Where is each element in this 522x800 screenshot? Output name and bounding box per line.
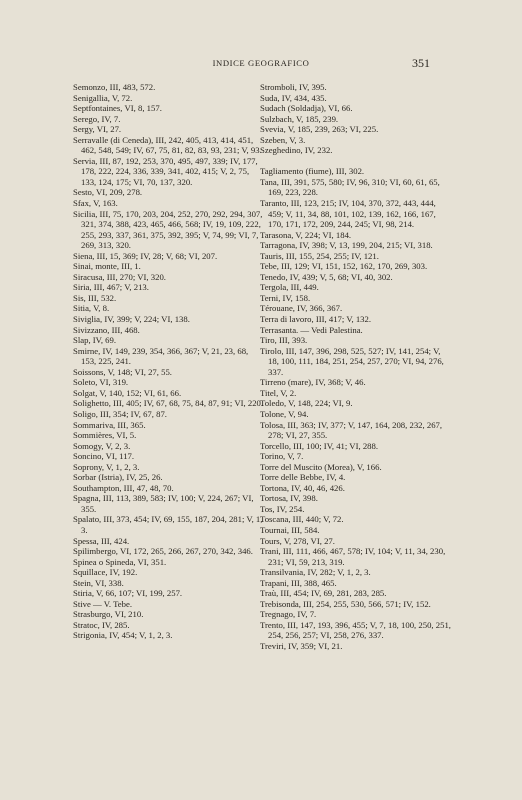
index-entry: Sorbar (Istria), IV, 25, 26. xyxy=(73,472,163,483)
index-entry: Soleto, VI, 319. xyxy=(73,377,129,388)
index-entry: Tarragona, IV, 398; V, 13, 199, 204, 215; VI, 318. xyxy=(260,240,433,251)
index-entry: Transilvania, IV, 282; V, 1, 2, 3. xyxy=(260,567,371,578)
index-entry: Sommariva, III, 365. xyxy=(73,419,146,430)
index-entry: Toledo, V, 148, 224; VI, 9. xyxy=(260,398,353,409)
index-entry: Solgat, V, 140, 152; VI, 61, 66. xyxy=(73,387,182,398)
index-entry: Traù, III, 454; IV, 69, 281, 283, 285. xyxy=(260,588,387,599)
index-entry: Treviri, IV, 359; VI, 21. xyxy=(260,640,343,651)
index-column-right xyxy=(260,82,452,652)
index-entry: Sinai, monte, III, 1. xyxy=(73,261,141,272)
index-entry: Serego, IV, 7. xyxy=(73,113,121,124)
index-entry: Toscana, III, 440; V, 72. xyxy=(260,514,344,525)
index-entry: Somogy, V, 2, 3. xyxy=(73,440,131,451)
index-entry: Trani, III, 111, 466, 467, 578; IV, 104; V, 11, 34, 230, 231; VI, 59, 213, 319. xyxy=(260,546,446,567)
index-entry: Torcello, III, 100; IV, 41; VI, 288. xyxy=(260,440,379,451)
index-entry: Tagliamento (fiume), III, 302. xyxy=(260,166,365,177)
index-entry: Sicilia, III, 75, 170, 203, 204, 252, 270, 292, 294, 307, 321, 374, 388, 423, 465, 466, 568; IV, 19, 109, 222, 255, 293, 337, 361, 375, 392, 395; V, 74, 99; VI, 7, 269, 313, 320. xyxy=(73,208,263,251)
index-entry: Térouane, IV, 366, 367. xyxy=(260,303,343,314)
index-entry: Tergola, III, 449. xyxy=(260,282,319,293)
index-entry: Smirne, IV, 149, 239, 354, 366, 367; V, 21, 23, 68, 153, 225, 241. xyxy=(73,345,249,367)
index-entry: Tortona, IV, 40, 46, 426. xyxy=(260,482,345,493)
index-entry: Tournai, III, 584. xyxy=(260,524,320,535)
index-entry: Tos, IV, 254. xyxy=(260,503,305,514)
index-entry: Soncino, VI, 117. xyxy=(73,451,135,462)
index-entry: Sivizzano, III, 468. xyxy=(73,324,140,335)
index-entry: Soligo, III, 354; IV, 67, 87. xyxy=(73,408,167,419)
index-entry: Sitia, V, 8. xyxy=(73,303,110,314)
index-entry: Tiro, III, 393. xyxy=(260,335,308,346)
index-entry: Stromboli, IV, 395. xyxy=(260,82,327,92)
index-entry: Tours, V, 278, VI, 27. xyxy=(260,535,335,546)
index-entry: Servia, III, 87, 192, 253, 370, 495, 497, 339; IV, 177, 178, 222, 224, 336, 339, 341, 402, 415; V, 2, 75, 133, 124, 175; VI, 70, 137, 320. xyxy=(73,155,258,187)
index-entry: Terra di lavoro, III, 417; V, 132. xyxy=(260,314,372,325)
index-entry: Trapani, III, 388, 465. xyxy=(260,577,337,588)
index-entry: Strasburgo, VI, 210. xyxy=(73,609,144,620)
index-entry: Trento, III, 147, 193, 396, 455; V, 7, 18, 100, 250, 251, 254, 256, 257; VI, 258, 276, 337. xyxy=(260,619,451,641)
index-entry: Torre delle Bebbe, IV, 4. xyxy=(260,472,346,483)
index-entry: Tarasona, V, 224; VI, 184. xyxy=(260,229,352,240)
index-entry: Spilimbergo, VI, 172, 265, 266, 267, 270, 342, 346. xyxy=(73,546,253,557)
index-entry: Titel, V, 2. xyxy=(260,387,297,398)
index-entry: Tolosa, III, 363; IV, 377; V, 147, 164, 208, 232, 267, 278; VI, 27, 355. xyxy=(260,419,443,441)
index-entry: Solighetto, III, 405; IV, 67, 68, 75, 84, 87, 91; VI, 220. xyxy=(73,398,264,409)
index-entry: Soissons, V, 148; VI, 27, 55. xyxy=(73,366,172,377)
index-entry: Sergy, VI, 27. xyxy=(73,124,122,135)
index-entry: Stratoc, IV, 285. xyxy=(73,619,130,630)
index-entry: Stein, VI, 338. xyxy=(73,577,124,588)
index-entry: Sesto, VI, 209, 278. xyxy=(73,187,143,198)
index-entry: Tortosa, IV, 398. xyxy=(260,493,318,504)
index-entry: Strigonia, IV, 454; V, 1, 2, 3. xyxy=(73,630,173,641)
index-entry: Torino, V, 7. xyxy=(260,451,304,462)
index-entry: Spinea o Spineda, VI, 351. xyxy=(73,556,167,567)
index-entry: Semonzo, III, 483, 572. xyxy=(73,82,156,92)
index-entry: Senigallia, V, 72. xyxy=(73,92,133,103)
index-entry: Torre del Muscito (Morea), V, 166. xyxy=(260,461,382,472)
letter-section-gap xyxy=(260,156,452,167)
index-entry: Sulzbach, V, 185, 239. xyxy=(260,113,339,124)
index-entry: Sfax, V, 163. xyxy=(73,198,118,209)
running-title: INDICE GEOGRAFICO xyxy=(212,58,310,68)
index-entry: Septfontaines, VI, 8, 157. xyxy=(73,103,162,114)
index-entry: Tirolo, III, 147, 396, 298, 525, 527; IV, 141, 254; V, 18, 100, 111, 184, 251, 254, 257, 270; VI, 94, 276, 337. xyxy=(260,345,444,377)
index-entry: Tregnago, IV, 7. xyxy=(260,609,317,620)
index-entry: Taranto, III, 123, 215; IV, 104, 370, 372, 443, 444, 459; V, 11, 34, 88, 101, 102, 139, 162, 166, 167, 170, 171, 172, 209, 244, 245; VI, 98, 214. xyxy=(260,198,436,230)
index-entry: Siracusa, III, 270; VI, 320. xyxy=(73,271,166,282)
index-entry: Tebe, III, 129; VI, 151, 152, 162, 170, 269, 303. xyxy=(260,261,428,272)
index-entry: Szeben, V, 3. xyxy=(260,134,306,145)
index-entry: Serravalle (di Ceneda), III, 242, 405, 413, 414, 451, 462, 548, 549; IV, 67, 75, 81, 82, 83, 93, 231; V, 93. xyxy=(73,134,262,156)
index-entry: Terni, IV, 158. xyxy=(260,292,311,303)
index-entry: Sis, III, 532. xyxy=(73,292,117,303)
index-entry: Spagna, III, 113, 389, 583; IV, 100; V, 224, 267; VI, 355. xyxy=(73,493,254,514)
index-entry: Tenedo, IV, 439; V, 5, 68; VI, 40, 302. xyxy=(260,271,393,282)
index-entry: Stive — V. Tebe. xyxy=(73,598,132,609)
index-entry: Tauris, III, 155, 254, 255; IV, 121. xyxy=(260,250,379,261)
index-entry: Siena, III, 15, 369; IV, 28; V, 68; VI, 207. xyxy=(73,250,218,261)
index-entry: Suda, IV, 434, 435. xyxy=(260,92,327,103)
index-column-left xyxy=(73,82,265,641)
index-entry: Tana, III, 391, 575, 580; IV, 96, 310; VI, 60, 61, 65, 169, 223, 228. xyxy=(260,176,440,198)
index-entry: Spalato, III, 373, 454; IV, 69, 155, 187, 204, 281; V, 1, 3. xyxy=(73,514,263,535)
index-entry: Trebisonda, III, 254, 255, 530, 566, 571; IV, 152. xyxy=(260,598,431,609)
index-entry: Southampton, III, 47, 48, 70. xyxy=(73,482,174,493)
page-number: 351 xyxy=(412,56,430,70)
index-entry: Sudach (Soldadja), VI, 66. xyxy=(260,103,353,114)
page-header xyxy=(0,58,522,72)
index-entry: Squillace, IV, 192. xyxy=(73,567,138,578)
index-entry: Soprony, V, 1, 2, 3. xyxy=(73,461,140,472)
index-entry: Szeghedino, IV, 232. xyxy=(260,145,333,156)
index-entry: Spessa, III, 424. xyxy=(73,535,130,546)
index-entry: Siviglia, IV, 399; V, 224; VI, 138. xyxy=(73,314,190,325)
index-entry: Tolone, V, 94. xyxy=(260,408,309,419)
index-entry: Sommières, VI, 5. xyxy=(73,430,137,441)
index-entry: Svevia, V, 185, 239, 263; VI, 225. xyxy=(260,124,379,135)
index-entry: Slap, IV, 69. xyxy=(73,335,117,346)
index-entry: Terrasanta. — Vedi Palestina. xyxy=(260,324,363,335)
index-entry: Tirreno (mare), IV, 368; V, 46. xyxy=(260,377,366,388)
index-entry: Siria, III, 467; V, 213. xyxy=(73,282,149,293)
index-entry: Stiria, V, 66, 107; VI, 199, 257. xyxy=(73,588,183,599)
